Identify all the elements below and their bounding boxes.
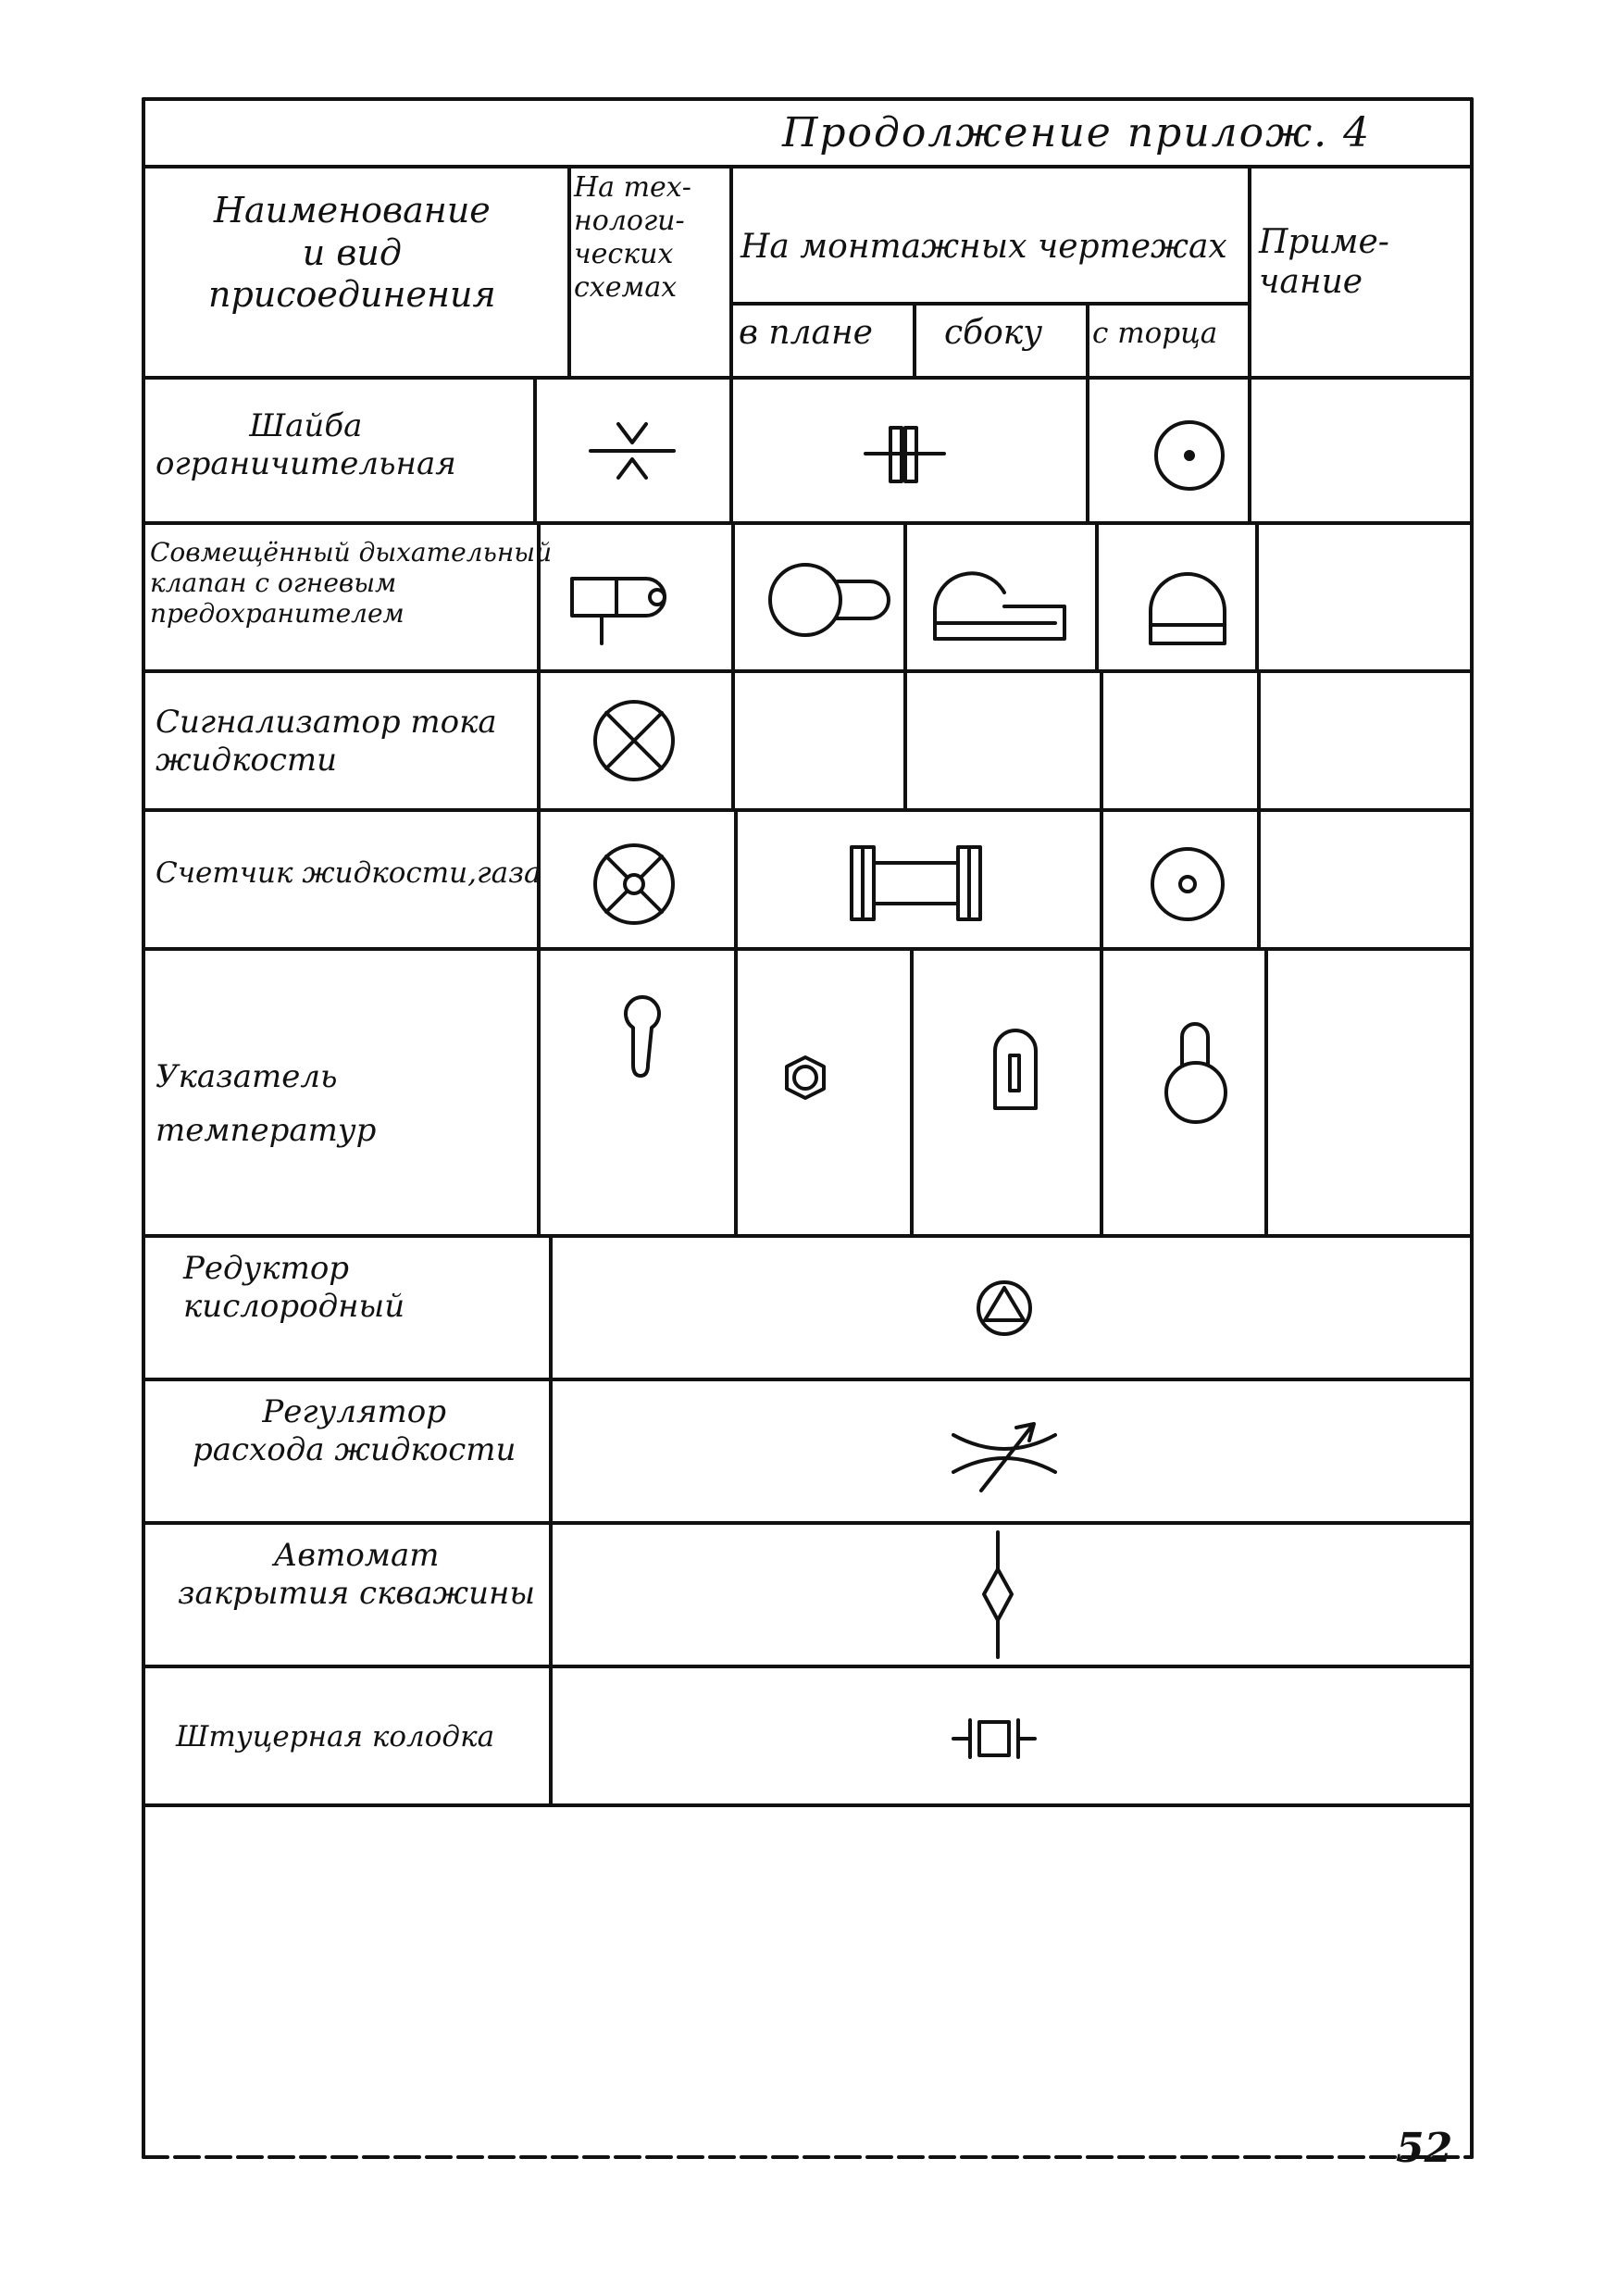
header-name: Наименование и вид присоединения [208, 190, 496, 316]
dome-plan-icon [770, 565, 889, 635]
row-name-oxygen-reducer: Редуктор кислородный [183, 1250, 405, 1325]
header-plan: в плане [739, 314, 873, 352]
row-name-flow-indicator: Сигнализатор тока жидкости [156, 704, 497, 779]
throttle-washer-icon [591, 424, 674, 478]
header-end: с торца [1092, 317, 1218, 350]
meter-icon [595, 845, 673, 923]
row-name-washer: Шайба ограничительная [156, 407, 456, 482]
breather-valve-icon [572, 579, 665, 643]
flow-regulator-icon [953, 1424, 1055, 1491]
header-mount: На монтажных чертежах [741, 228, 1227, 266]
thermometer-icon [626, 997, 659, 1076]
meter-body-icon [852, 847, 980, 919]
probe-side-icon [995, 1030, 1036, 1108]
continuation-title: Продолжение прилож. 4 [782, 109, 1372, 156]
dome-end-icon [1151, 574, 1225, 643]
header-note: Приме- чание [1259, 223, 1389, 302]
washer-side-icon [865, 428, 944, 481]
nut-plan-icon [787, 1057, 824, 1098]
row-name-breather-valve: Совмещённый дыхательный клапан с огневым предохранителем [150, 537, 553, 630]
washer-end-icon [1156, 422, 1223, 489]
well-shutoff-icon [984, 1532, 1012, 1657]
page-number: 52 [1396, 2125, 1453, 2172]
bulb-end-icon [1166, 1024, 1226, 1122]
header-side: сбоку [944, 314, 1043, 352]
header-tech: На тех- нологи- ческих схемах [574, 171, 691, 304]
fitting-block-icon [953, 1720, 1035, 1757]
flow-indicator-icon [595, 702, 673, 780]
dome-side-icon [935, 573, 1064, 639]
row-name-flow-regulator: Регулятор расхода жидкости [193, 1393, 517, 1468]
meter-end-icon [1152, 849, 1223, 919]
row-name-meter: Счетчик жидкости,газа [156, 856, 541, 890]
row-name-fitting-block: Штуцерная колодка [176, 1720, 495, 1753]
row-name-well-shutoff: Автомат закрытия скважины [178, 1537, 536, 1612]
row-name-thermometer: Указатель температур [156, 1058, 377, 1149]
oxygen-reducer-icon [978, 1282, 1030, 1334]
